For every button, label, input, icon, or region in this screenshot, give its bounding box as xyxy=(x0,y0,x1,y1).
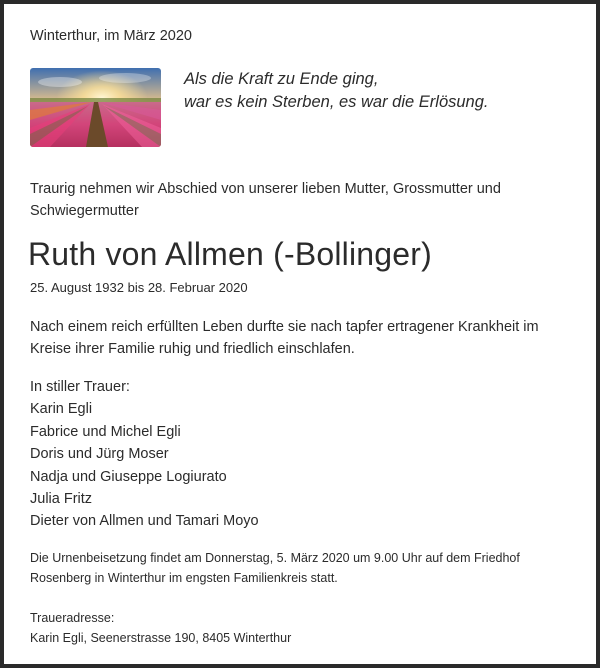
passing-line: Nach einem reich erfüllten Leben durfte sie nach tapfer ertragener Krankheit im xyxy=(30,319,539,335)
mourner-name: Karin Egli xyxy=(30,401,93,418)
address-value: Karin Egli, Seenerstrasse 190, 8405 Winterthur xyxy=(30,631,292,645)
verse-line: war es kein Sterben, es war die Erlösung. xyxy=(184,93,489,111)
passing-line: Kreise ihrer Familie ruhig und friedlich einschlafen. xyxy=(30,341,355,357)
mourner-name: Nadja und Giuseppe Logiurato xyxy=(30,468,227,485)
mourning-address xyxy=(30,608,291,648)
intro-text xyxy=(30,178,550,222)
mourners-heading: In stiller Trauer: xyxy=(30,379,130,395)
mourners-list xyxy=(30,376,259,533)
mourner-name: Dieter von Allmen und Tamari Moyo xyxy=(30,513,259,530)
intro-line: Schwiegermutter xyxy=(30,203,139,219)
address-label: Traueradresse: xyxy=(30,611,115,625)
funeral-notice xyxy=(30,548,570,588)
funeral-line: Rosenberg in Winterthur im engsten Familienkreis statt. xyxy=(30,571,338,585)
funeral-line: Die Urnenbeisetzung findet am Donnerstag, 5. März 2020 um 9.00 Uhr auf dem Friedhof xyxy=(30,551,520,565)
mourner-name: Julia Fritz xyxy=(30,491,93,508)
tulip-field-image xyxy=(30,68,161,147)
life-dates: 25. August 1932 bis 28. Februar 2020 xyxy=(30,280,248,295)
verse-line: Als die Kraft zu Ende ging, xyxy=(184,70,379,88)
memorial-verse xyxy=(184,68,489,114)
passing-text xyxy=(30,316,570,360)
mourner-name: Fabrice und Michel Egli xyxy=(30,423,181,440)
deceased-name: Ruth von Allmen (-Bollinger) xyxy=(28,236,432,272)
mourner-name: Doris und Jürg Moser xyxy=(30,446,169,463)
intro-line: Traurig nehmen wir Abschied von unserer lieben Mutter, Grossmutter und xyxy=(30,181,501,197)
place-date: Winterthur, im März 2020 xyxy=(30,28,192,44)
